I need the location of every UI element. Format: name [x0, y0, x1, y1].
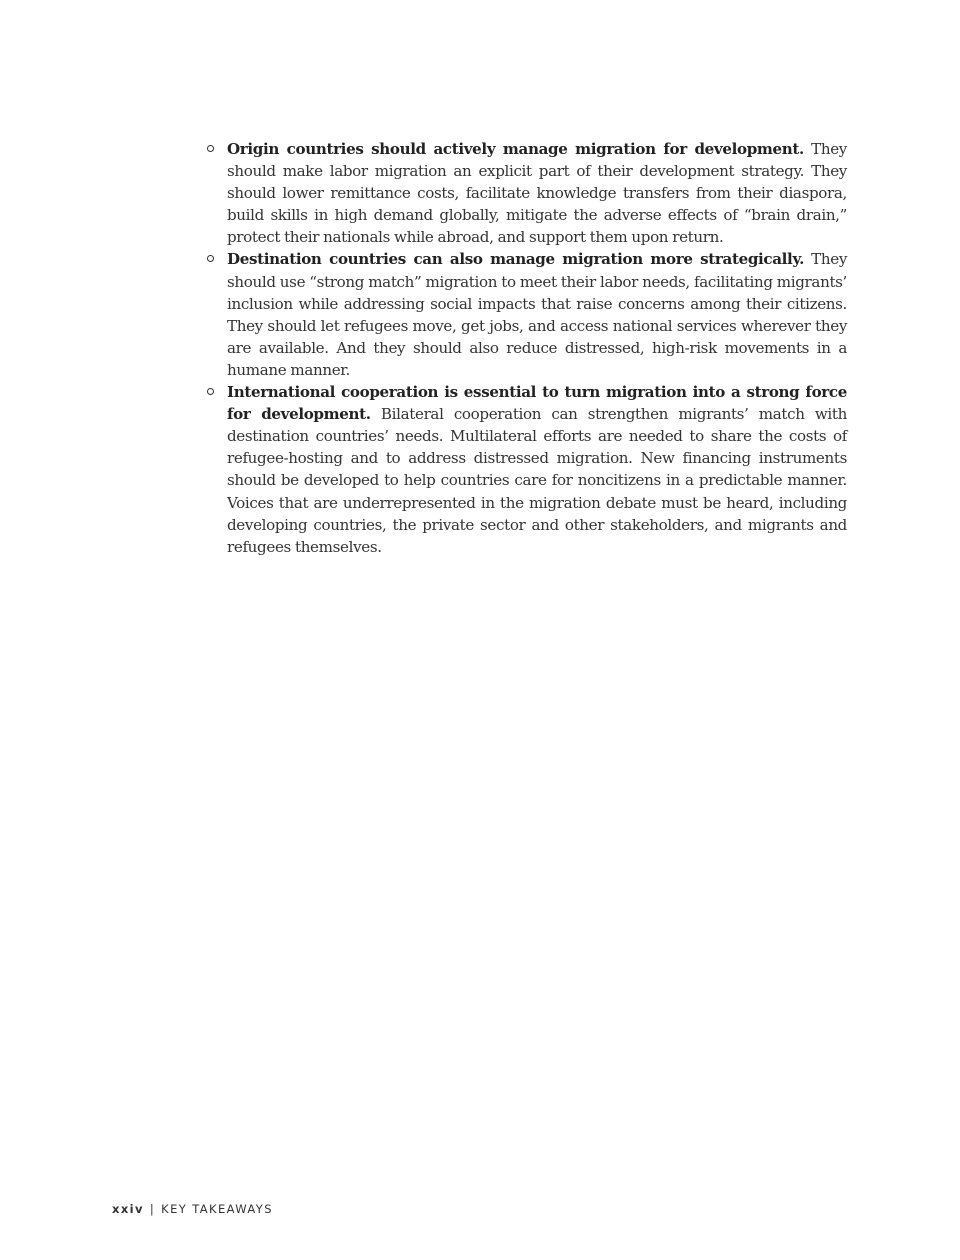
list-item: [205, 248, 847, 381]
bullet-lead: Destination countries can also manage migration more strategically.: [227, 250, 805, 269]
hollow-circle-bullet-icon: [207, 255, 214, 262]
takeaways-list: [205, 138, 847, 558]
list-item: [205, 381, 847, 558]
footer-separator: |: [149, 1202, 156, 1216]
page-number: xxiv: [112, 1202, 144, 1216]
section-title: KEY TAKEAWAYS: [161, 1202, 273, 1216]
hollow-circle-bullet-icon: [207, 145, 214, 152]
list-item: [205, 138, 847, 248]
hollow-circle-bullet-icon: [207, 388, 214, 395]
bullet-lead: International cooperation is essential to turn migration into a strong force for development.: [227, 383, 847, 424]
bullet-lead: Origin countries should actively manage migration for development.: [227, 140, 804, 158]
bullet-body: Bilateral cooperation can strengthen migrants’ match with destination countries’ needs. Multilateral efforts are needed to share the costs of refugee-hosting and to address distressed migration. New financing instruments should be developed to help countries care for noncitizens in a predictable manner. Voices that are underrepresented in the migration debate must be heard, including developing countries, the private sector and other stakeholders, and migrants and refugees themselves.: [227, 405, 847, 556]
bullet-body: They should use “strong match” migration to meet their labor needs, facilitating migrants’ inclusion while addressing social impacts that raise concerns among their citizens. They should let refugees move, get jobs, and access national services wherever they are available. And they should also reduce distressed, high-risk movements in a humane manner.: [227, 250, 847, 379]
page-footer: [112, 1202, 273, 1216]
bullet-body: They should make labor migration an explicit part of their development strategy. They should lower remittance costs, facilitate knowledge transfers from their diaspora, build skills in high demand globally, mitigate the adverse effects of “brain drain,” protect their nationals while abroad, and support them upon return.: [227, 140, 847, 247]
